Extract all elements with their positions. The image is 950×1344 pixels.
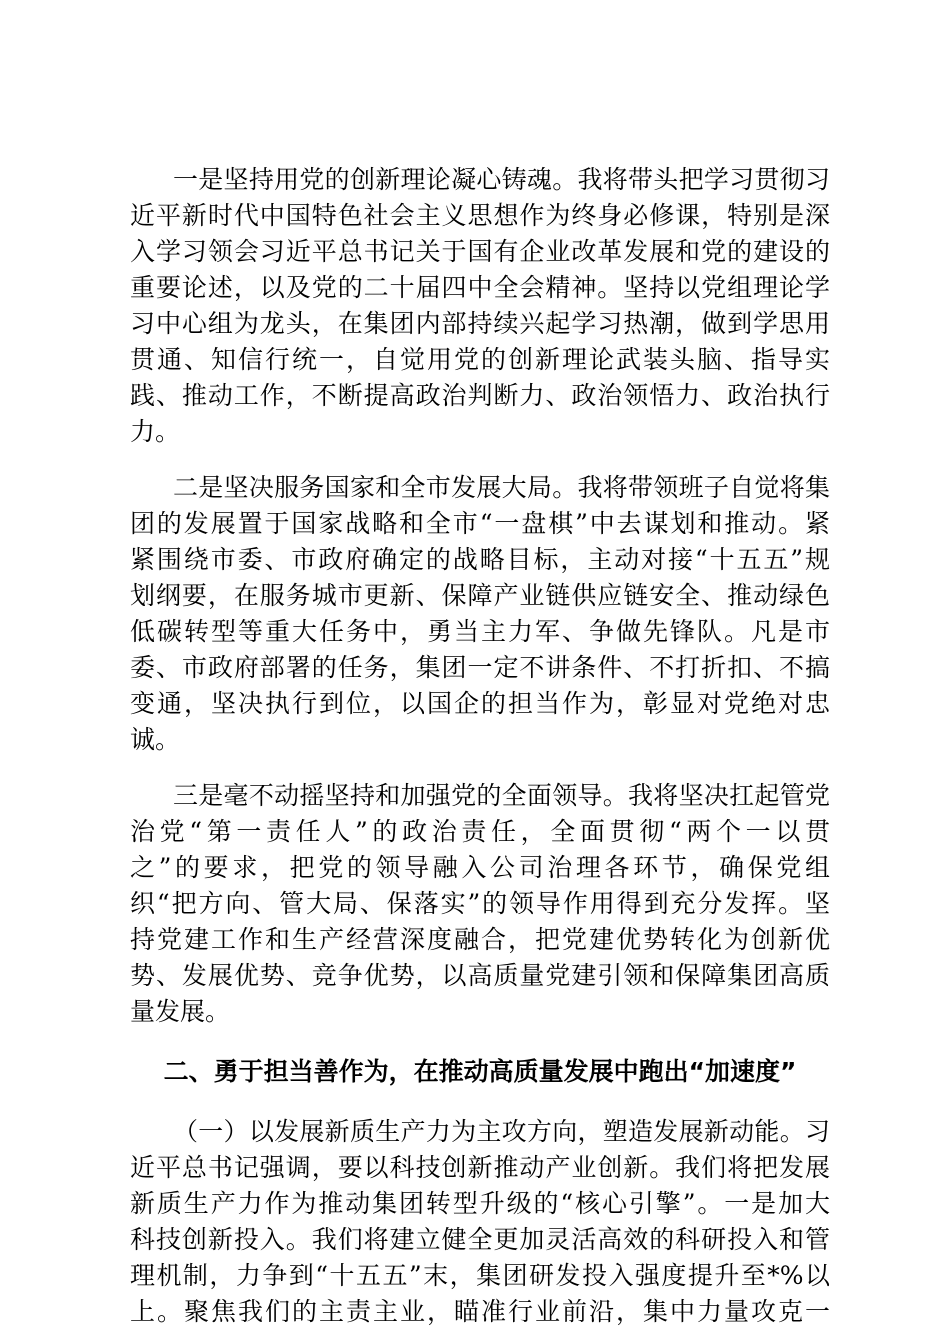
- paragraph-1-line: 重要论述，以及党的二十届四中全会精神。坚持以党组理论学: [130, 273, 830, 302]
- paragraph-1-line: 力。: [130, 417, 181, 446]
- paragraph-3-line: 持党建工作和生产经营深度融合，把党建优势转化为创新优: [130, 925, 830, 954]
- paragraph-2-line: 低碳转型等重大任务中，勇当主力军、争做先锋队。凡是市: [130, 617, 830, 646]
- paragraph-3-line: 治党“第一责任人”的政治责任，全面贯彻“两个一以贯: [130, 817, 830, 846]
- paragraph-2-line: 委、市政府部署的任务，集团一定不讲条件、不打折扣、不搞: [130, 653, 830, 682]
- section-paragraph-line: 科技创新投入。我们将建立健全更加灵活高效的科研投入和管: [130, 1225, 830, 1254]
- section-heading: 二、勇于担当善作为，在推动高质量发展中跑出“加速度”: [163, 1057, 797, 1086]
- section-paragraph-line: 理机制，力争到“十五五”末，集团研发投入强度提升至*%以: [130, 1261, 830, 1290]
- section-paragraph-line: 上。聚焦我们的主责主业，瞄准行业前沿，集中力量攻克一: [130, 1297, 830, 1326]
- paragraph-3-line: 三是毫不动摇坚持和加强党的全面领导。我将坚决扛起管党: [173, 781, 830, 810]
- paragraph-1-line: 贯通、知信行统一，自觉用党的创新理论武装头脑、指导实: [130, 345, 830, 374]
- section-paragraph-line: 近平总书记强调，要以科技创新推动产业创新。我们将把发展: [130, 1153, 830, 1182]
- section-paragraph-line: 新质生产力作为推动集团转型升级的“核心引擎”。一是加大: [130, 1189, 830, 1218]
- paragraph-2-line: 二是坚决服务国家和全市发展大局。我将带领班子自觉将集: [173, 473, 830, 502]
- paragraph-3-line: 织“把方向、管大局、保落实”的领导作用得到充分发挥。坚: [130, 889, 830, 918]
- paragraph-1-line: 一是坚持用党的创新理论凝心铸魂。我将带头把学习贯彻习: [173, 165, 830, 194]
- paragraph-1-line: 践、推动工作，不断提高政治判断力、政治领悟力、政治执行: [130, 381, 830, 410]
- section-paragraph-line: （一）以发展新质生产力为主攻方向，塑造发展新动能。习: [173, 1117, 830, 1146]
- paragraph-2-line: 团的发展置于国家战略和全市“一盘棋”中去谋划和推动。紧: [130, 509, 830, 538]
- paragraph-2-line: 紧围绕市委、市政府确定的战略目标，主动对接“十五五”规: [130, 545, 830, 574]
- paragraph-2-line: 诚。: [130, 725, 181, 754]
- paragraph-2-line: 划纲要，在服务城市更新、保障产业链供应链安全、推动绿色: [130, 581, 830, 610]
- paragraph-1-line: 习中心组为龙头，在集团内部持续兴起学习热潮，做到学思用: [130, 309, 830, 338]
- paragraph-3-line: 量发展。: [130, 997, 231, 1026]
- paragraph-2-line: 变通，坚决执行到位，以国企的担当作为，彰显对党绝对忠: [130, 689, 830, 718]
- paragraph-3-line: 之”的要求，把党的领导融入公司治理各环节，确保党组: [130, 853, 830, 882]
- paragraph-1-line: 入学习领会习近平总书记关于国有企业改革发展和党的建设的: [130, 237, 830, 266]
- paragraph-3-line: 势、发展优势、竞争优势，以高质量党建引领和保障集团高质: [130, 961, 830, 990]
- paragraph-1-line: 近平新时代中国特色社会主义思想作为终身必修课，特别是深: [130, 201, 830, 230]
